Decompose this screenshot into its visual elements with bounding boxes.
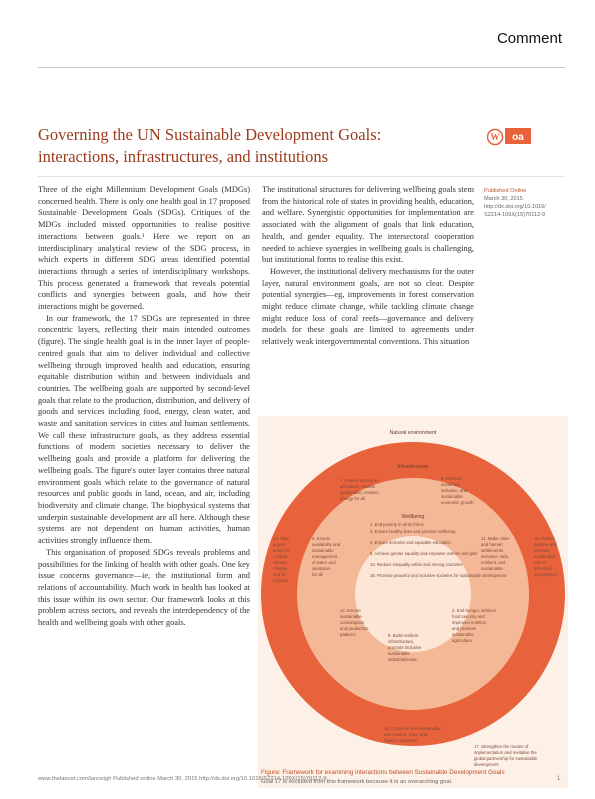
goal-8-label: 8. Promote sustained, inclusive, and sustainable economic growth (441, 476, 474, 505)
open-access-logo (487, 126, 533, 148)
goal-label: 10. Reduce inequality within and among countries (370, 562, 463, 567)
body-column-1 (38, 184, 250, 629)
paragraph: In our framework, the 17 SDGs are represented in three concentric layers, reflecting their main intended outcomes (figure). The single health goal is in the inner layer of people-centred goals that aim to deliver individual and collective wellbeing through improved health and education, ensuring equitable distribution within and between individuals and countries. The wellbeing goals are supported by second-level goals that relate to the production, distribution, and delivery of goods and services including food, energy, clean water, and waste and sanitation services in cities and human settlements. We call these infrastructure goals, as they address essential functions of modern societies necessary to deliver the wellbeing goals and provide a platform for delivering the wellbeing goals. The figure's outer layer contains three natural environment goals which relate to the governance of natural resources and public goods in land, ocean, and air, including biodiversity and climate change. The biophysical systems that underpin sustainable development are all here. Although these systems are not dependent on human activities, human activities strongly influence them. (38, 313, 250, 546)
goal-17-label: 17. Strengthen the means of implementation and revitalise the global partnership for sustainable development (474, 744, 538, 767)
middle-ring-label: Infrastructure (397, 464, 429, 470)
inner-circle-label: Wellbeing (401, 514, 425, 520)
outer-ring-label: Natural environment (389, 430, 437, 436)
paragraph: However, the institutional delivery mechanisms for the outer layer, natural environment goals, are not so clear. Despite potential synergies—eg, improvements in forest conservation might reduce climate change, while tackling climate change might reduce loss of coral reefs—governance and delivery models for these goals are limited to agreements under relatively weak intergovernmental conventions. This situation (262, 266, 474, 347)
section-label: Comment (496, 30, 562, 47)
goal-label: 5. Achieve gender equality and empower women and girls (370, 551, 478, 556)
lancet-mark: W (490, 132, 500, 142)
goal-label: 3. Ensure healthy lives and promote wellbeing (370, 529, 456, 534)
goal-11-label: 11. Make cities and human settlements inclusive, safe, resilient, and sustainable (481, 536, 510, 571)
goal-7-label: 7. Ensure access to affordable, reliable sustainable, modern energy for all (340, 478, 379, 501)
page-number: 1 (557, 776, 561, 782)
paragraph: This organisation of proposed SDGs reveals problems and possibilities for the linking of health with other goals. One key issue concerns governance—ie, the institutional form and relations of accountability. Much work in health has looked at this issue within its own sector. Our framework looks at this problem across sectors, and reveals the interdependency of the health and wellbeing goals with other goals. (38, 547, 250, 628)
title-rule (38, 176, 565, 177)
doi-link-cont[interactable]: S2214-109X(15)70112-9 (484, 212, 546, 218)
goal-15-label: 15. Protect, restore, and promote sustainable use of terrestrial ecosystems (534, 536, 557, 577)
goal-6-label: 6. Ensure availability and sustainable management of water and sanitation for all (312, 536, 341, 577)
goal-14-label: 14. Conserve and sustainably use oceans, seas, and marine resources (384, 726, 441, 743)
goal-label: 4. Ensure inclusive and equitable education (370, 540, 451, 545)
goal-2-label: 2. End hunger, achieve food security and improved nutrition, and promote sustainable agriculture (452, 608, 496, 643)
body-column-2 (262, 184, 474, 348)
oa-text: oa (512, 132, 524, 143)
header-rule (38, 67, 565, 68)
published-date: March 30, 2015 (484, 196, 523, 202)
published-label: Published Online (484, 188, 527, 194)
sdg-framework-figure (258, 416, 568, 788)
paragraph: The institutional structures for delivering wellbeing goals stem from the historical role of states in providing health, education, and welfare. Synergistic opportunities for implementation are associated with the alignment of goals that link education, health, and gender equality. The intersectoral cooperation needed to achieve synergies in wellbeing goals is challenging, but institutional forms to realise this exist. (262, 185, 474, 265)
paragraph: Three of the eight Millennium Development Goals (MDGs) concerned health. There is only one health goal in 17 proposed Sustainable Development Goals (SDGs). Critiques of the MDGs included missed opportunities to realise positive interactions between goals.¹ Here we report on an interdisciplinary analytical review of the SDG process, in which experts in different SDG areas identified potential interactions through a series of interdisciplinary workshops. This process generated a framework that reveals potential conflicts and synergies between goals, and how their interactions might be governed. (38, 185, 250, 312)
figure-caption-body: Goal 17 is excluded from this framework because it is an overarching goal. (261, 779, 453, 785)
figure-caption-title: Figure: Framework for examining interactions between Sustainable Development Goals (261, 769, 505, 776)
goal-label: 16. Promote peaceful and inclusive societies for sustainable development (370, 573, 507, 578)
goal-13-label: 13. Take urgent action to combat climate change and its impacts (273, 536, 290, 583)
goal-12-label: 12. Ensure sustainable consumption and production patterns (340, 608, 369, 637)
footer-citation: www.thelancet.com/lancetgh Published online March 30, 2015 http://dx.doi.org/10.1016/S2214-109X(15)70112-9 (38, 776, 327, 782)
goal-9-label: 9. Build resilient infrastructure, promote inclusive sustainable industrialisation (388, 633, 422, 662)
article-title (38, 124, 478, 168)
title-line-1: Governing the UN Sustainable Development Goals: (38, 125, 382, 144)
title-line-2: interactions, infrastructures, and institutions (38, 147, 329, 166)
doi-link[interactable]: http://dx.doi.org/10.1016/ (484, 204, 546, 210)
goal-label: 1. End poverty in all its forms (370, 522, 424, 527)
publication-info (484, 187, 562, 219)
